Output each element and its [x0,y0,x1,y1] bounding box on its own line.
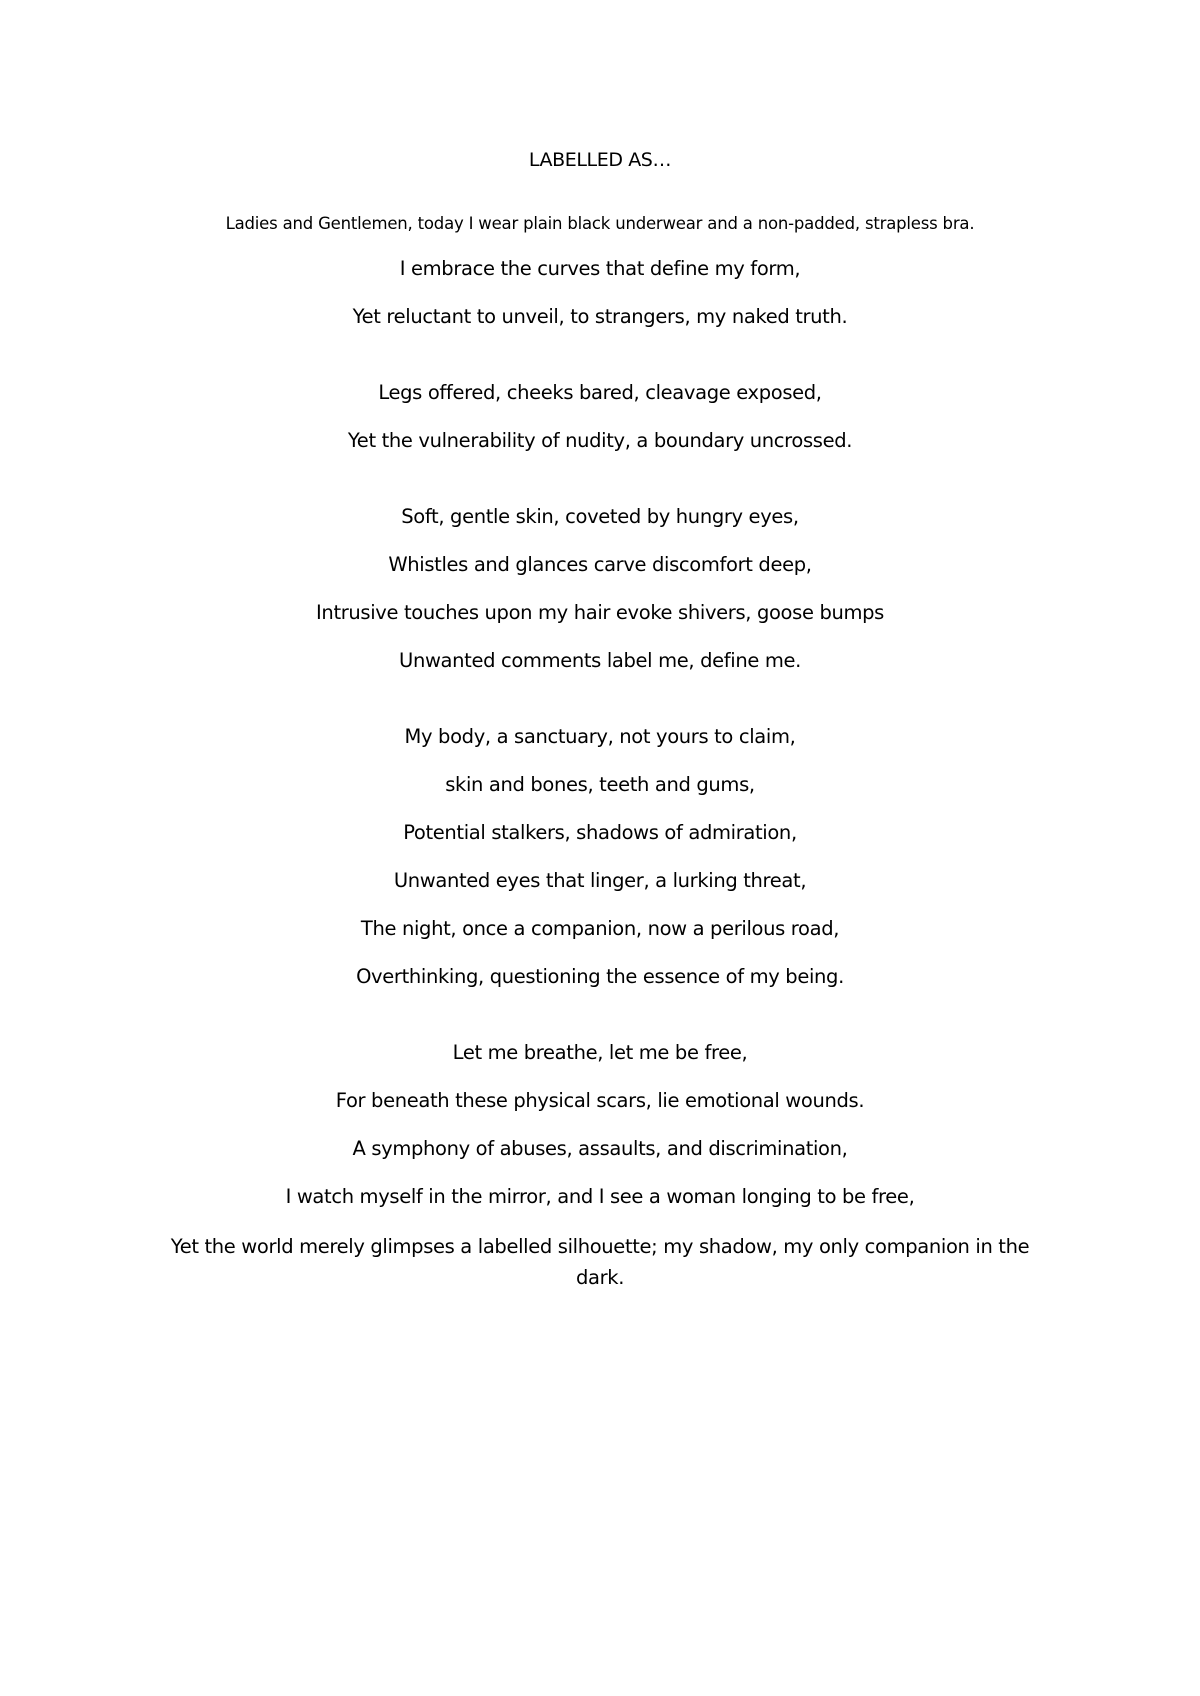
stanza-1 [150,255,1050,331]
poem-line: The night, once a companion, now a perilous road, [360,917,840,940]
poem-line: Yet reluctant to unveil, to strangers, my naked truth. [352,305,848,328]
poem-body [150,255,1050,1341]
poem-line: Legs offered, cheeks bared, cleavage exposed, [378,381,822,404]
stanza-3 [150,503,1050,675]
poem-line: Potential stalkers, shadows of admiration, [403,821,797,844]
poem-title: LABELLED AS… [528,149,672,171]
stanza-2 [150,379,1050,455]
poem-line: Soft, gentle skin, coveted by hungry eyes, [401,505,799,528]
stanza-4 [150,723,1050,991]
poem-line: Overthinking, questioning the essence of my being. [356,965,844,988]
poem-line: My body, a sanctuary, not yours to claim, [404,725,796,748]
poem-line: Unwanted eyes that linger, a lurking threat, [393,869,807,892]
poem-line: For beneath these physical scars, lie emotional wounds. [335,1089,865,1112]
poem-line: skin and bones, teeth and gums, [445,773,755,796]
poem-line: Yet the vulnerability of nudity, a boundary uncrossed. [347,429,853,452]
stanza-5 [150,1039,1050,1293]
poem-preamble: Ladies and Gentlemen, today I wear plain black underwear and a non-padded, strapless bra. [225,214,975,233]
poem-line: Unwanted comments label me, define me. [399,649,801,672]
poem-line: I watch myself in the mirror, and I see a woman longing to be free, [285,1185,915,1208]
poem-line: Yet the world merely glimpses a labelled silhouette; my shadow, my only companion in the dark. [170,1235,1030,1289]
poem-line: I embrace the curves that define my form, [399,257,801,280]
poem-line: Whistles and glances carve discomfort deep, [388,553,812,576]
poem-line: Intrusive touches upon my hair evoke shivers, goose bumps [316,601,884,624]
poem-line: Let me breathe, let me be free, [452,1041,748,1064]
poem-line: A symphony of abuses, assaults, and discrimination, [352,1137,848,1160]
